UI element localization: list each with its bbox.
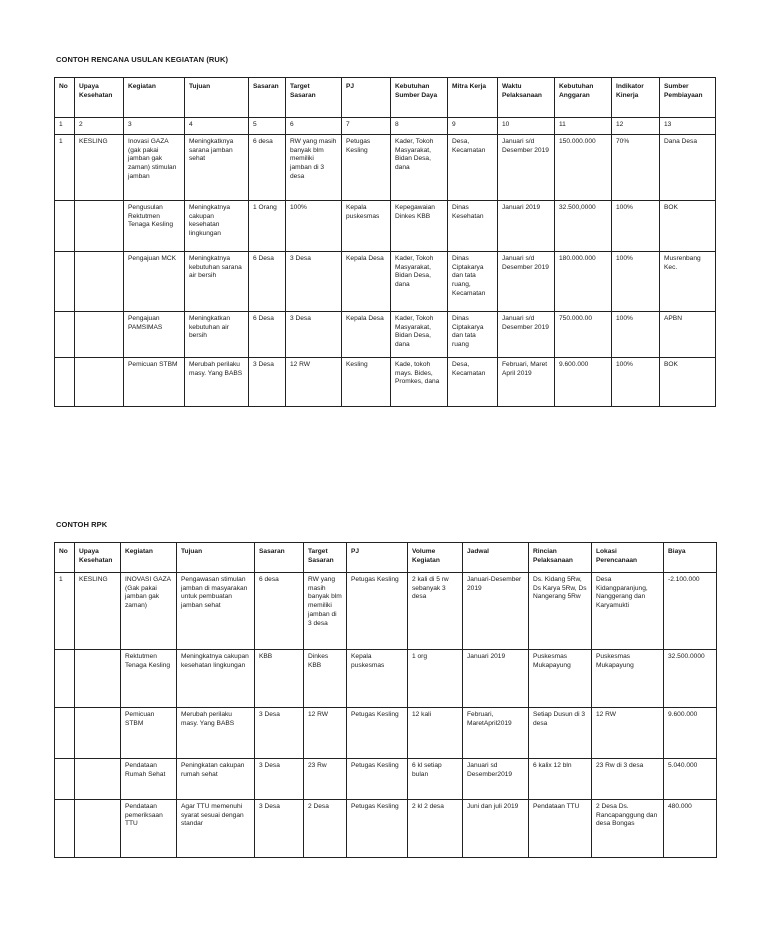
column-header: Tujuan [185,78,249,118]
table-cell: Pendataan TTU [529,800,592,858]
ruk-header-row [55,78,716,118]
table-cell: Kepala Desa [342,252,391,312]
column-header: PJ [342,78,391,118]
table-cell: Pengajuan PAMSIMAS [124,312,185,358]
column-header: Biaya [664,543,717,573]
table-cell [55,800,75,858]
table-cell [55,759,75,800]
table-cell: 23 Rw [304,759,347,800]
table-cell [75,358,124,407]
column-header: Tujuan [177,543,255,573]
table-cell: 3 Desa [255,800,304,858]
table-cell: 100% [286,201,342,252]
column-header: Kegiatan [124,78,185,118]
table-cell [75,201,124,252]
rpk-header-row [55,543,717,573]
table-cell: 9.600.000 [555,358,612,407]
table-cell: INOVASI GAZA (Gak pakai jamban gak zaman) [121,573,177,650]
ruk-table [54,77,716,407]
table-cell: Kader, Tokoh Masyarakat, Bidan Desa, dana [391,135,448,201]
table-cell: Dinkes KBB [304,650,347,708]
table-row [55,708,717,759]
table-cell: 1 [55,573,75,650]
table-cell: 1 [55,135,75,201]
table-cell: Januari s/d Desember 2019 [498,252,555,312]
table-cell: Inovasi GAZA (gak pakai jamban gak zaman) stimulan jamban [124,135,185,201]
table-cell: Setiap Dusun di 3 desa [529,708,592,759]
table-cell: KESLING [75,135,124,201]
table-cell: 5.040.000 [664,759,717,800]
column-header: Indikator Kinerja [612,78,660,118]
column-number: 13 [660,118,716,135]
table-cell: Pendataan pemeriksaan TTU [121,800,177,858]
column-header: Waktu Pelaksanaan [498,78,555,118]
table-cell [75,759,121,800]
table-cell: Kade, tokoh mays. Bides, Promkes, dana [391,358,448,407]
table-cell: Pengawasan stimulan jamban di masyarakan untuk pembuatan jamban sehat [177,573,255,650]
table-cell [75,312,124,358]
table-cell: 23 Rw di 3 desa [592,759,664,800]
table-cell: 3 Desa [286,252,342,312]
table-cell: Januari 2019 [498,201,555,252]
table-cell [55,708,75,759]
table-cell: 2 Desa Ds. Rancapanggung dan desa Bongas [592,800,664,858]
table-row [55,650,717,708]
table-cell: Pemicuan STBM [124,358,185,407]
table-cell [55,252,75,312]
table-cell: 6 desa [255,573,304,650]
table-cell: 3 Desa [255,708,304,759]
column-number: 7 [342,118,391,135]
column-header: Upaya Kesehatan [75,543,121,573]
table-cell: Puskesmas Mukapayung [592,650,664,708]
table-cell: 180.000.000 [555,252,612,312]
column-number: 3 [124,118,185,135]
table-cell: Pengajuan MCK [124,252,185,312]
table-cell [75,650,121,708]
column-header: Kebutuhan Sumber Daya [391,78,448,118]
table-row [55,759,717,800]
table-cell: Kepegawaian Dinkes KBB [391,201,448,252]
table-cell: Petugas Kesling [342,135,391,201]
ruk-title: CONTOH RENCANA USULAN KEGIATAN (RUK) [56,55,229,64]
table-cell: BOK [660,201,716,252]
column-header: Kebutuhan Anggaran [555,78,612,118]
table-row [55,201,716,252]
table-cell: Petugas Kesling [347,800,408,858]
table-cell [55,650,75,708]
table-cell: Juni dan juli 2019 [463,800,529,858]
column-header: Lokasi Perencanaan [592,543,664,573]
column-number: 11 [555,118,612,135]
column-header: Rincian Pelaksanaan [529,543,592,573]
table-cell: Kader, Tokoh Masyarakat, Bidan Desa, dana [391,312,448,358]
table-cell: Musrenbang Kec. [660,252,716,312]
table-cell: 100% [612,201,660,252]
column-header: Sasaran [249,78,286,118]
table-cell: 100% [612,312,660,358]
table-cell [75,708,121,759]
table-cell: Februari, Maret April 2019 [498,358,555,407]
column-number: 10 [498,118,555,135]
table-cell: Desa Kidangparanjung, Nanggerang dan Karyamukti [592,573,664,650]
column-number: 2 [75,118,124,135]
table-cell: 3 Desa [249,358,286,407]
table-cell: Dinas Ciptakarya dan tata ruang [448,312,498,358]
column-header: Mitra Kerja [448,78,498,118]
table-cell: Meningkatnya cakupan kesehatan lingkungan [177,650,255,708]
table-cell: 6 kalix 12 bln [529,759,592,800]
column-number: 9 [448,118,498,135]
table-cell: Petugas Kesling [347,573,408,650]
table-cell: 6 kl setiap bulan [408,759,463,800]
table-row [55,252,716,312]
table-cell: Pemicuan STBM [121,708,177,759]
table-cell: 100% [612,252,660,312]
table-cell: Meningkatknya sarana jamban sehat [185,135,249,201]
table-cell: 6 desa [249,135,286,201]
column-header: Target Sasaran [286,78,342,118]
table-cell: Petugas Kesling [347,708,408,759]
table-cell: Petugas Kesling [347,759,408,800]
table-row [55,312,716,358]
table-cell: 12 kali [408,708,463,759]
table-cell: 3 Desa [255,759,304,800]
table-cell: Kader, Tokoh Masyarakat, Bidan Desa, dana [391,252,448,312]
table-cell: 12 RW [592,708,664,759]
table-row [55,573,717,650]
table-cell: Januari-Desember 2019 [463,573,529,650]
table-cell: Peningkatan cakupan rumah sehat [177,759,255,800]
table-cell: 6 Desa [249,252,286,312]
table-cell: Desa, Kecamatan [448,358,498,407]
table-cell: 2 kali di 5 rw sebanyak 3 desa [408,573,463,650]
table-cell: Meningkatnya kebutuhan sarana air bersih [185,252,249,312]
table-cell: APBN [660,312,716,358]
column-number: 4 [185,118,249,135]
table-cell: Meningkatkan kebutuhan air bersih [185,312,249,358]
table-cell: Dinas Kesehatan [448,201,498,252]
table-cell: -2.100.000 [664,573,717,650]
table-cell: 70% [612,135,660,201]
table-cell: Ds. Kidang 5Rw, Ds Karya 5Rw, Ds Nangerang 5Rw [529,573,592,650]
table-cell: 750.000.00 [555,312,612,358]
table-cell: 9.600.000 [664,708,717,759]
table-cell: Dana Desa [660,135,716,201]
table-cell: 12 RW [304,708,347,759]
table-cell: 1 org [408,650,463,708]
table-cell: Januari s/d Desember 2019 [498,312,555,358]
table-cell: Kesling [342,358,391,407]
column-header: Upaya Kesehatan [75,78,124,118]
table-cell: Pendataan Rumah Sehat [121,759,177,800]
table-cell [75,252,124,312]
table-cell: BOK [660,358,716,407]
column-number: 12 [612,118,660,135]
table-cell: Puskesmas Mukapayung [529,650,592,708]
table-cell: Merubah perilaku masy. Yang BABS [177,708,255,759]
column-header: Kegiatan [121,543,177,573]
table-cell: 3 Desa [286,312,342,358]
table-cell: 100% [612,358,660,407]
table-cell: RW yang masih banyak blm memiliki jamban di 3 desa [286,135,342,201]
table-cell: Kepala puskesmas [347,650,408,708]
table-cell: Meningkatnya cakupan kesehatan lingkungan [185,201,249,252]
table-cell: Desa, Kecamatan [448,135,498,201]
column-number: 8 [391,118,448,135]
table-cell: RW yang masih banyak blm memiliki jamban di 3 desa [304,573,347,650]
table-cell: Januari s/d Desember 2019 [498,135,555,201]
column-header: PJ [347,543,408,573]
table-cell [75,800,121,858]
table-cell: Merubah perilaku masy. Yang BABS [185,358,249,407]
table-cell: 1 Orang [249,201,286,252]
table-cell: Pengusulan Rektutmen Tenaga Kesling [124,201,185,252]
column-header: Volume Kegiatan [408,543,463,573]
table-cell: 32.500,0000 [555,201,612,252]
table-cell: KESLING [75,573,121,650]
column-number: 5 [249,118,286,135]
table-cell: Kepala puskesmas [342,201,391,252]
table-row [55,135,716,201]
column-header: Sumber Pembiayaan [660,78,716,118]
table-cell: 32.500.0000 [664,650,717,708]
table-cell: Kepala Desa [342,312,391,358]
column-header: Target Sasaran [304,543,347,573]
table-cell: Januari sd Desember2019 [463,759,529,800]
table-cell [55,312,75,358]
table-row [55,800,717,858]
table-cell: 150.000.000 [555,135,612,201]
table-cell: 2 kl 2 desa [408,800,463,858]
ruk-number-row [55,118,716,135]
table-cell [55,201,75,252]
table-cell: 480.000 [664,800,717,858]
table-cell: Januari 2019 [463,650,529,708]
table-cell: 2 Desa [304,800,347,858]
column-header: Jadwal [463,543,529,573]
rpk-table [54,542,717,858]
table-cell: Rektutmen Tenaga Kesling [121,650,177,708]
column-number: 1 [55,118,75,135]
table-cell: 12 RW [286,358,342,407]
column-header: Sasaran [255,543,304,573]
rpk-title: CONTOH RPK [56,520,108,529]
table-cell: KBB [255,650,304,708]
table-cell: Dinas Ciptakarya dan tata ruang, Kecamatan [448,252,498,312]
table-cell [55,358,75,407]
table-row [55,358,716,407]
column-header: No [55,543,75,573]
table-cell: Agar TTU memenuhi syarat sesuai dengan standar [177,800,255,858]
column-number: 6 [286,118,342,135]
column-header: No [55,78,75,118]
table-cell: 6 Desa [249,312,286,358]
table-cell: Februari, MaretApril2019 [463,708,529,759]
